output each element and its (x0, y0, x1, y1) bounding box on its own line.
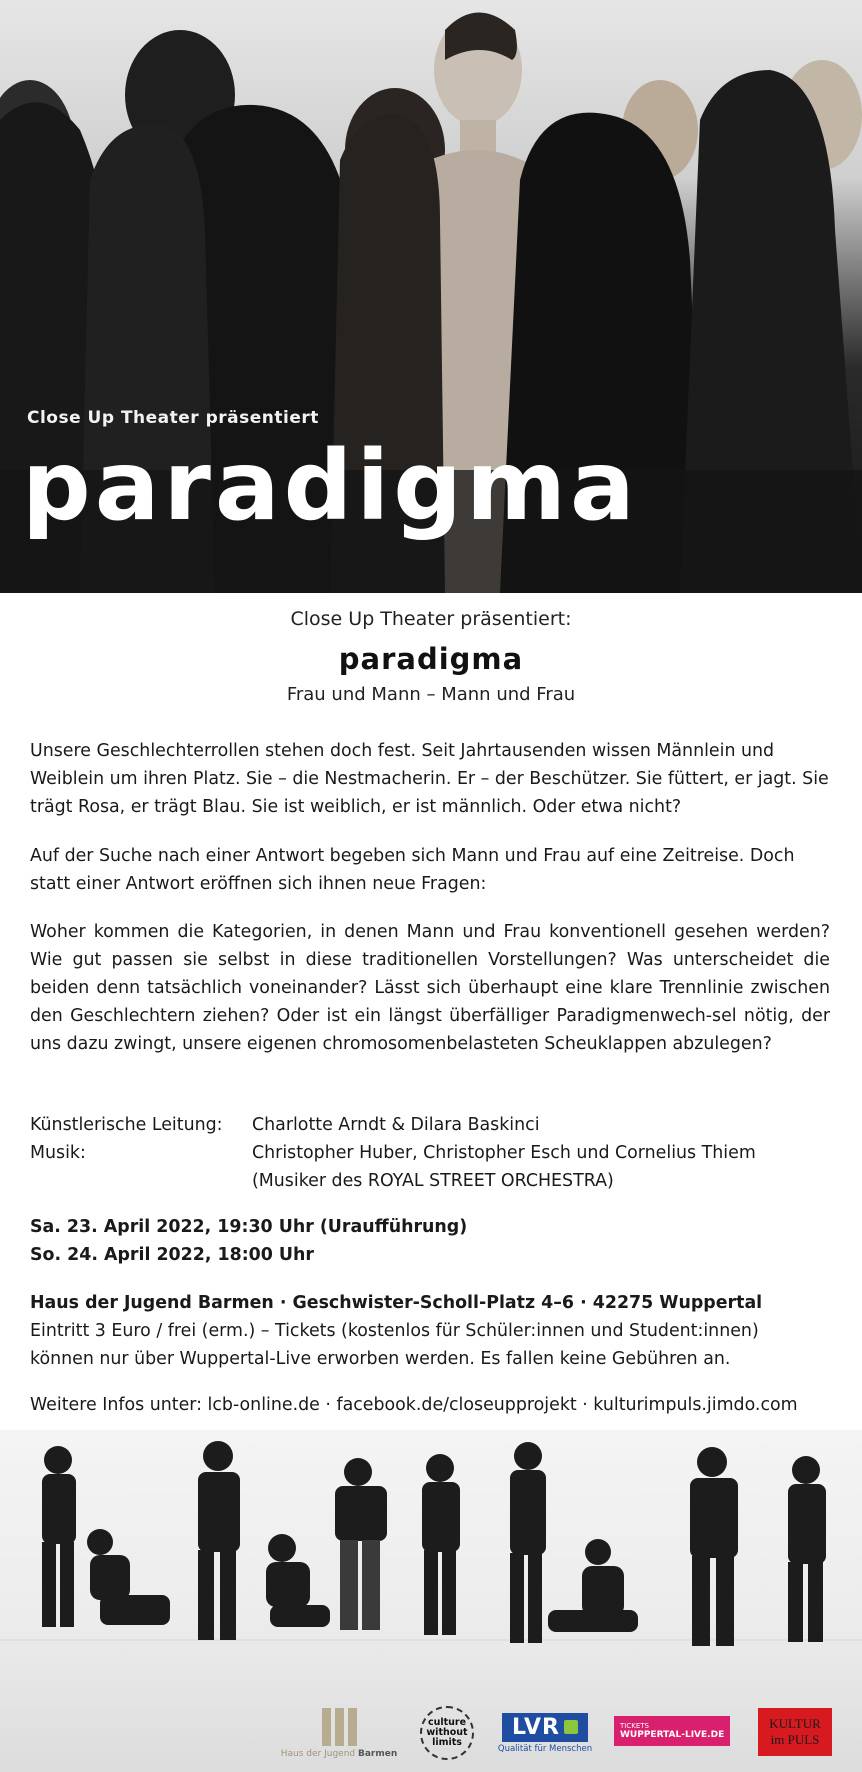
date-second: So. 24. April 2022, 18:00 Uhr (30, 1245, 315, 1265)
venue-address: Haus der Jugend Barmen · Geschwister-Scholl-Platz 4–6 · 42275 Wuppertal (30, 1293, 763, 1313)
lvr-sub: Qualität für Menschen (497, 1743, 593, 1754)
credit-music-note: (Musiker des ROYAL STREET ORCHESTRA) (252, 1171, 614, 1191)
lvr-text: LVR (512, 1714, 560, 1740)
credit-music-label: Musik: (30, 1143, 86, 1163)
credit-music-value: Christopher Huber, Christopher Esch und Cornelius Thiem (252, 1143, 756, 1163)
kultur-1: KULTUR (769, 1716, 821, 1731)
intro-block (0, 608, 862, 705)
tickets-big: WUPPERTAL-LIVE.DE (620, 1729, 725, 1740)
paragraph-2: Auf der Suche nach einer Antwort begeben sich Mann und Frau auf eine Zeitreise. Doch statt einer Antwort eröffnen sich ihnen neue Fragen: (30, 846, 795, 894)
lvr-logo (497, 1706, 593, 1760)
hdj-bold: Barmen (357, 1748, 398, 1759)
haus-der-jugend-mark-icon (322, 1708, 357, 1746)
hdj-name: Haus der Jugend (280, 1748, 356, 1759)
hero-title: paradigma (22, 430, 639, 542)
cwl-text: culture without limits (426, 1717, 468, 1748)
wuppertal-live-tickets-logo (614, 1716, 730, 1746)
intro-subtitle: Frau und Mann – Mann und Frau (286, 684, 576, 705)
intro-title: paradigma (338, 642, 524, 676)
credit-direction-label: Künstlerische Leitung: (30, 1115, 223, 1135)
tickets-small: TICKETS (620, 1721, 649, 1730)
credit-direction (30, 1111, 840, 1139)
intro-kicker: Close Up Theater präsentiert: (290, 608, 572, 630)
hero-photo (0, 0, 862, 593)
venue-block (30, 1289, 840, 1373)
sponsor-logos (0, 1704, 862, 1766)
kultur-im-puls-logo (758, 1708, 832, 1756)
paragraph-3: Woher kommen die Kategorien, in denen Mann und Frau konventionell gesehen werden? Wie gut passen sie selbst in diese traditionellen Vorstellungen? Was unterscheidet die beiden denn tatsächlich voneinander? Lässt sich überhaupt eine klare Trennlinie zwischen den Geschlechtern ziehen? Oder ist ein längst überfälliger Paradigmenwech-sel nötig, der uns dazu zwingt, unsere eigenen chromosomenbelasteten Scheuklappen abzulegen? (30, 922, 830, 1054)
hero-kicker: Close Up Theater präsentiert (27, 408, 319, 428)
culture-without-limits-logo (420, 1706, 474, 1760)
lvr-mark-icon (564, 1720, 578, 1734)
kultur-2: im PULS (770, 1732, 820, 1747)
admission-line-1: Eintritt 3 Euro / frei (erm.) – Tickets (kostenlos für Schüler:innen und Student:innen) (30, 1321, 759, 1341)
paragraph-1: Unsere Geschlechterrollen stehen doch fest. Seit Jahrtausenden wissen Männlein und Weiblein um ihren Platz. Sie – die Nestmacherin. Er – der Beschützer. Sie füttert, er jagt. Sie trägt Rosa, er trägt Blau. Sie ist weiblich, er ist männlich. Oder etwa nicht? (30, 741, 829, 817)
more-info-links[interactable]: Weitere Infos unter: lcb-online.de · facebook.de/closeupprojekt · kulturimpuls.jimdo.com (30, 1395, 798, 1415)
credit-music-note-row (30, 1167, 840, 1195)
credit-music (30, 1139, 840, 1167)
credits (30, 1111, 840, 1195)
performance-dates (30, 1213, 467, 1269)
credit-direction-value: Charlotte Arndt & Dilara Baskinci (252, 1115, 540, 1135)
admission-line-2: können nur über Wuppertal-Live erworben werden. Es fallen keine Gebühren an. (30, 1349, 731, 1369)
haus-der-jugend-logo (274, 1704, 404, 1762)
date-premiere: Sa. 23. April 2022, 19:30 Uhr (Uraufführung) (30, 1217, 468, 1237)
